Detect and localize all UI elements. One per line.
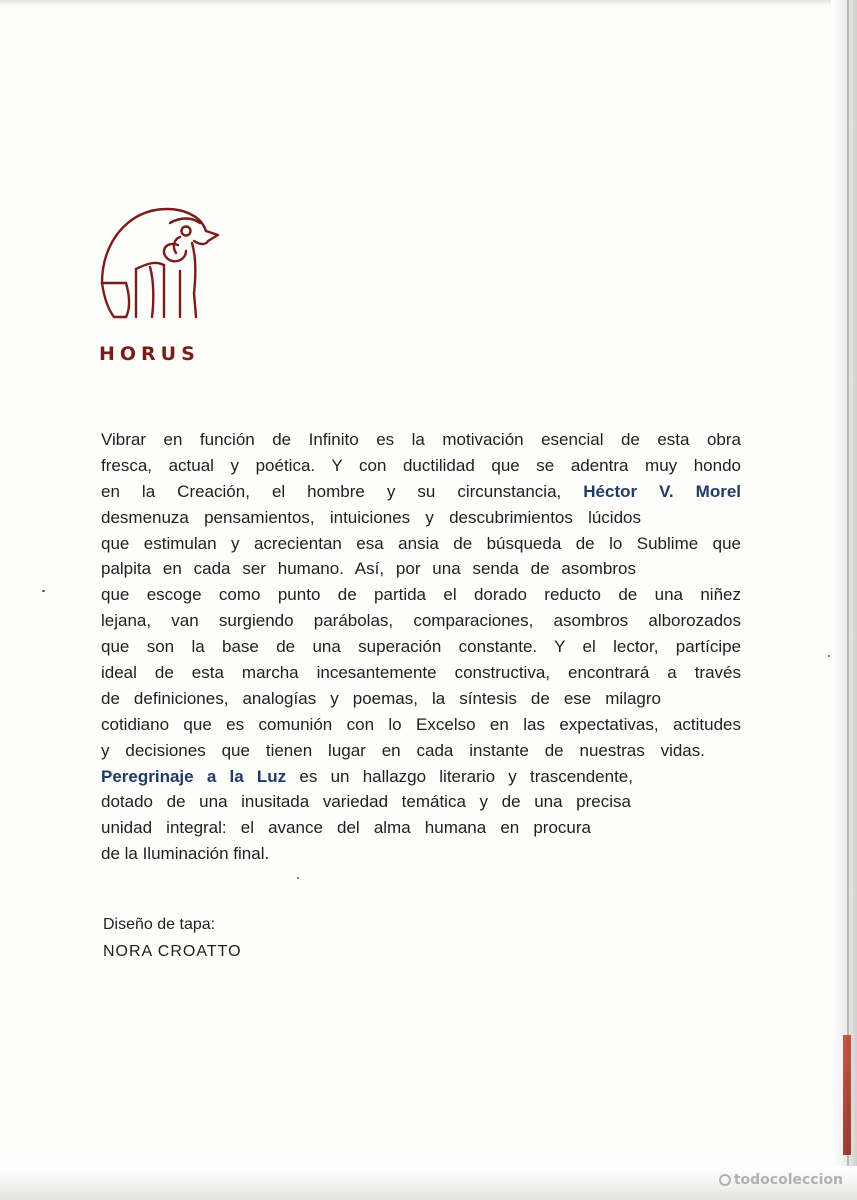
horus-falcon-icon: [96, 205, 220, 319]
blurb-line: ideal de esta marcha incesantemente constructiva, encontrará a través: [101, 663, 741, 683]
credit-designer: NORA CROATTO: [103, 943, 242, 960]
blurb-line: que son la base de una superación constante. Y el lector, partícipe: [101, 637, 741, 657]
top-page-edge: [0, 0, 857, 6]
red-cover-edge-mark: [843, 1035, 851, 1155]
blurb-line: y decisiones que tienen lugar en cada instante de nuestras vidas.: [101, 740, 705, 760]
author-name: Héctor V. Morel: [583, 481, 741, 501]
blurb-line: lejana, van surgiendo parábolas, comparaciones, asombros alborozados: [101, 611, 741, 631]
watermark-logo-icon: [719, 1174, 731, 1186]
blurb-line: Vibrar en función de Infinito es la motivación esencial de esta obra: [101, 430, 741, 449]
book-title: Peregrinaje a la Luz: [101, 766, 287, 786]
blurb-line: cotidiano que es comunión con lo Excelso en las expectativas, actitudes: [101, 714, 741, 734]
paper-speck: [828, 655, 830, 657]
credit-label: Diseño de tapa:: [103, 916, 216, 933]
publisher-name: HORUS: [99, 343, 200, 365]
right-page-edge: [831, 0, 857, 1200]
paper-speck: [42, 590, 45, 592]
watermark: todocoleccion: [719, 1172, 843, 1188]
blurb-line: en la Creación, el hombre y su circunstancia, Héctor V. Morel: [101, 481, 741, 501]
blurb-line: palpita en cada ser humano. Así, por una senda de asombros: [101, 559, 636, 579]
paper-speck: [297, 877, 299, 879]
right-edge-line: [847, 0, 849, 1200]
blurb-line: que escoge como punto de partida el dorado reducto de una niñez: [101, 585, 741, 605]
blurb-line: que estimulan y acrecientan esa ansia de búsqueda de lo Sublime que: [101, 533, 741, 553]
blurb-line: de la Iluminación final.: [101, 844, 270, 864]
blurb-line: de definiciones, analogías y poemas, la síntesis de ese milagro: [101, 688, 661, 708]
blurb-line: desmenuza pensamientos, intuiciones y descubrimientos lúcidos: [101, 507, 641, 527]
blurb-line: dotado de una inusitada variedad temática y de una precisa: [101, 792, 631, 812]
cover-design-credit: [103, 911, 242, 965]
blurb-line: fresca, actual y poética. Y con ductilidad que se adentra muy hondo: [101, 455, 741, 475]
blurb-line: unidad integral: el avance del alma humana en procura: [101, 818, 591, 838]
blurb-text: [101, 427, 741, 867]
blurb-line: Peregrinaje a la Luz es un hallazgo literario y trascendente,: [101, 766, 633, 786]
